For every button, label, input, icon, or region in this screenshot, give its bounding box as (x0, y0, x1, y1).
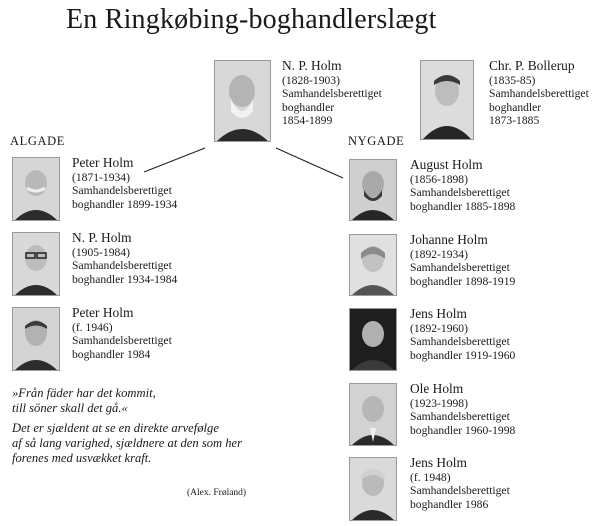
person-tenure: 1873-1885 (489, 114, 540, 128)
person-name: August Holm (410, 157, 483, 172)
quote-line: till söner skall det gå.« (12, 401, 128, 415)
person-role: Samhandelsberettiget (489, 87, 589, 101)
person-name: Jens Holm (410, 306, 467, 321)
section-label-algade: ALGADE (10, 134, 65, 148)
person-name: Chr. P. Bollerup (489, 58, 575, 73)
person-role: Samhandelsberettiget (410, 335, 510, 349)
person-years: (1835-85) (489, 74, 536, 87)
person-years: (1923-1998) (410, 397, 468, 410)
person-tenure: 1854-1899 (282, 114, 333, 128)
quote-line: Det er sjældent at se en direkte arvefølge (12, 421, 219, 435)
quote-verse (12, 386, 156, 416)
person-role: Samhandelsberettiget (410, 410, 510, 424)
person-name: N. P. Holm (72, 230, 132, 245)
person-period: boghandler 1984 (72, 347, 151, 361)
person-period: boghandler (282, 100, 335, 114)
person-name: Ole Holm (410, 381, 464, 396)
quote-attribution: (Alex. Frøland) (187, 488, 247, 498)
quote-line: forenes med usvækket kraft. (12, 451, 152, 465)
portrait-photo (349, 159, 397, 221)
person-name: N. P. Holm (282, 58, 342, 73)
person-years: (1856-1898) (410, 173, 468, 186)
person-name: Johanne Holm (410, 232, 488, 247)
person-period: boghandler (489, 100, 542, 114)
portrait-photo (12, 157, 60, 221)
person-role: Samhandelsberettiget (410, 261, 510, 275)
person-years: (1905-1984) (72, 246, 130, 259)
person-role: Samhandelsberettiget (72, 184, 172, 198)
person-period: boghandler 1934-1984 (72, 272, 178, 286)
person-name: Jens Holm (410, 455, 467, 470)
person-period: boghandler 1986 (410, 497, 489, 511)
person-years: (1892-1960) (410, 322, 468, 335)
person-period: boghandler 1919-1960 (410, 348, 516, 362)
person-years: (f. 1948) (410, 471, 451, 484)
portrait-photo (12, 307, 60, 371)
person-name: Peter Holm (72, 305, 134, 320)
person-years: (f. 1946) (72, 321, 113, 334)
portrait-photo (420, 60, 474, 140)
person-years: (1828-1903) (282, 74, 340, 87)
person-role: Samhandelsberettiget (72, 259, 172, 273)
quote-line: af så lang varighed, sjældnere at den som her (12, 436, 243, 450)
person-period: boghandler 1899-1934 (72, 197, 178, 211)
portrait-photo (349, 234, 397, 296)
portrait-photo (349, 383, 397, 446)
person-period: boghandler 1898-1919 (410, 274, 516, 288)
section-label-nygade: NYGADE (348, 134, 405, 148)
person-role: Samhandelsberettiget (410, 484, 510, 498)
person-role: Samhandelsberettiget (410, 186, 510, 200)
quote-line: »Från fäder har det kommit, (12, 386, 156, 400)
person-name: Peter Holm (72, 155, 134, 170)
person-role: Samhandelsberettiget (72, 334, 172, 348)
person-period: boghandler 1960-1998 (410, 423, 516, 437)
quote-commentary (12, 421, 242, 466)
person-role: Samhandelsberettiget (282, 87, 382, 101)
portrait-photo (214, 60, 271, 142)
person-years: (1871-1934) (72, 171, 130, 184)
person-period: boghandler 1885-1898 (410, 199, 516, 213)
portrait-photo (349, 457, 397, 521)
portrait-photo (12, 232, 60, 296)
person-years: (1892-1934) (410, 248, 468, 261)
portrait-photo (349, 308, 397, 371)
page-title: En Ringkøbing-boghandlerslægt (66, 4, 437, 35)
